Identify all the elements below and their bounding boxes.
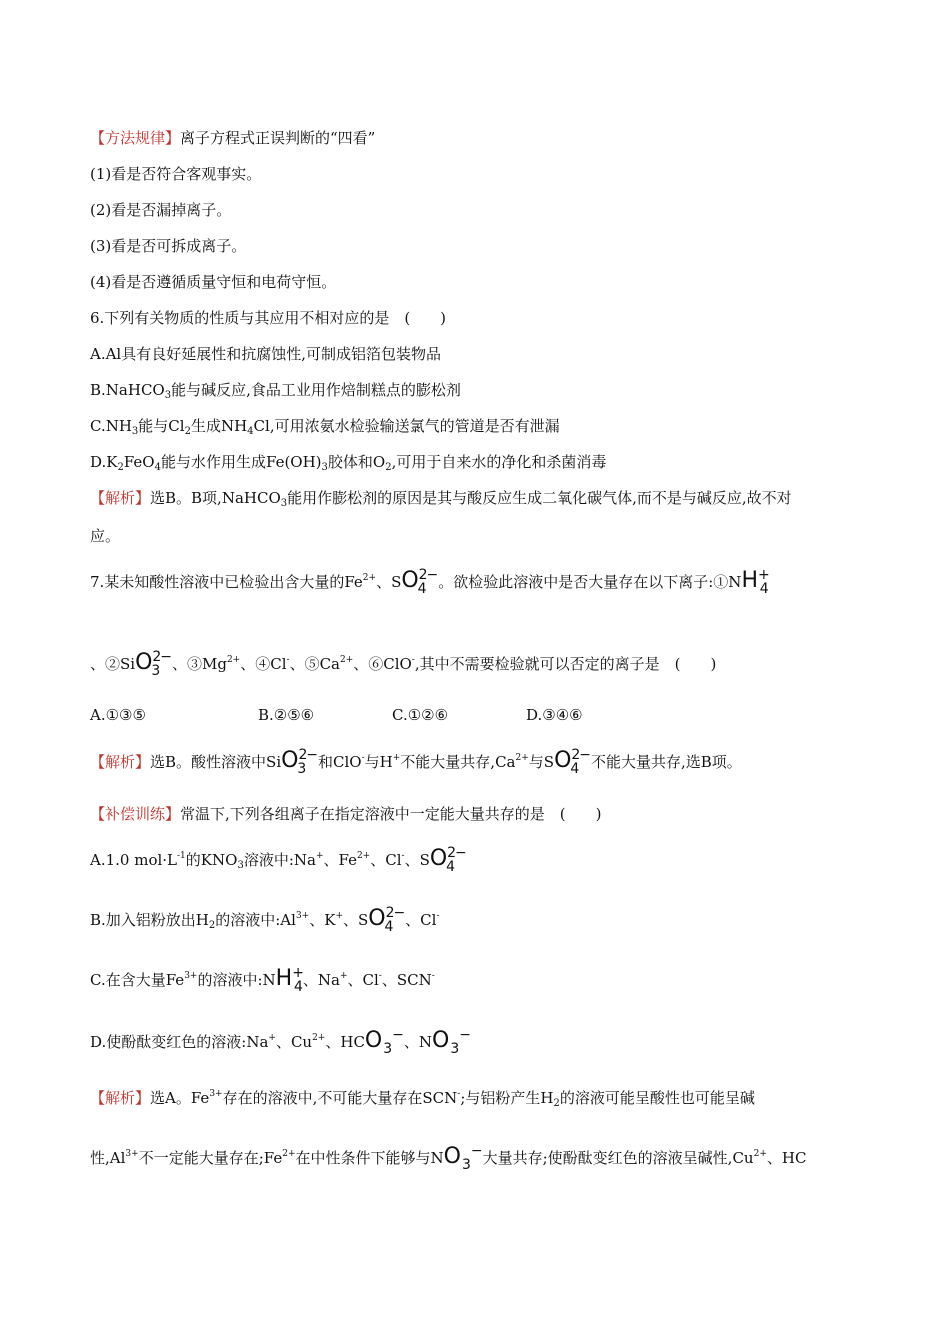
method-item-1: (1)看是否符合客观事实。 xyxy=(90,165,262,183)
silicate-ion: $O^2_3^-$ xyxy=(281,747,319,777)
q6-option-d: $D.K_2FeO_4$能与水作用生成$Fe(OH)_3$胶体和$O_2$,可用于自来水的净化和杀菌消毒 xyxy=(90,453,607,473)
q7-option-c: C.①②⑥ xyxy=(392,706,449,724)
q7-option-b: B.②⑤⑥ xyxy=(258,706,315,724)
method-item-2: (2)看是否漏掉离子。 xyxy=(90,201,232,219)
q7-option-a: A.①③⑤ xyxy=(90,706,146,724)
method-tag: 【方法规律】 xyxy=(90,129,181,147)
supp-option-b: B.加入铝粉放出$H_2$的溶液中$:Al^{3+}$、K+、$SO^2_4^-$、Cl- xyxy=(90,905,440,935)
method-heading xyxy=(90,128,375,148)
method-title: 离子方程式正误判断的“四看” xyxy=(180,129,376,147)
q6-stem: 6.下列有关物质的性质与其应用不相对应的是 ( ) xyxy=(90,309,447,327)
q6-answer-cont: 应。 xyxy=(90,527,121,545)
q6-answer: 【解析】选B。B项,NaHCO$_3$能用作膨松剂的原因是其与酸反应生成二氧化碳气体,而不是与碱反应,故不对 xyxy=(90,489,792,509)
ammonium-ion: $H^+_4$ xyxy=(741,567,770,597)
silicate-ion: $O^2_3^-$ xyxy=(135,649,172,679)
supp-answer: 【解析】选A。$Fe^{3+}$存在的溶液中,不可能大量存在SCN-;与铝粉产生$H_2$的溶液可能呈酸性也可能呈碱 xyxy=(90,1089,755,1109)
q6-option-b: B.NaHCO$_3$能与碱反应,食品工业用作焙制糕点的膨松剂 xyxy=(90,381,461,401)
sulfate-ion: $O^2_4^-$ xyxy=(368,905,406,935)
supp-option-a: A.1.0 $mol\cdot L^{-1}$的$KNO_3$溶液中:Na+、$Fe^{2+}$、Cl-、$SO^2_4^-$ xyxy=(90,845,467,875)
supp-answer-cont: 性$,Al^{3+}$不一定能大量存在$;Fe^{2+}$在中性条件下能够与$NO_3^-$大量共存;使酚酞变红色的溶液呈碱性$,Cu^{2+}$、HC xyxy=(90,1143,807,1173)
ammonium-ion: $H^+_4$ xyxy=(275,965,304,995)
carbonate-ion: $O_3^-$ xyxy=(364,1027,404,1057)
q6-option-c: $C.NH_3$能与$Cl_2$生成$NH_4Cl$,可用浓氨水检验输送氯气的管道是否有泄漏 xyxy=(90,417,560,437)
nitrate-ion: $O_3^-$ xyxy=(432,1027,472,1057)
sulfate-ion: $O^2_4^-$ xyxy=(429,845,467,875)
method-item-3: (3)看是否可拆成离子。 xyxy=(90,237,247,255)
q6-option-a: A.Al具有良好延展性和抗腐蚀性,可制成铝箔包装物品 xyxy=(90,345,442,363)
sulfate-ion: $O^2_4^-$ xyxy=(401,567,439,597)
supp-option-c: C.在含大量$Fe^{3+}$的溶液中$:NH^+_4$、Na+、Cl-、SCN- xyxy=(90,965,435,995)
supp-stem: 【补偿训练】常温下,下列各组离子在指定溶液中一定能大量共存的是 ( ) xyxy=(90,805,602,823)
method-item-4: (4)看是否遵循质量守恒和电荷守恒。 xyxy=(90,273,337,291)
q7-stem-cont: 、②SiO$^2_3$−、$③Mg^{2+}$、④Cl-、$⑤Ca^{2+}$、⑥ClO-,其中不需要检验就可以否定的离子是 ( ) xyxy=(90,649,717,679)
q7-stem: 7.某未知酸性溶液中已检验出含大量的$Fe^{2+}$、$SO^2_4^-$。欲检验此溶液中是否大量存在以下离子$:①NH^+_4$ xyxy=(90,567,770,597)
sulfate-ion: $O^2_4^-$ xyxy=(554,747,591,777)
q7-answer: 【解析】选B。酸性溶液中SiO$^2_3$−和ClO-与H+不能大量共存$,Ca^{2+}$与$SO^2_4^-$不能大量共存,选B项。 xyxy=(90,747,742,777)
q7-option-d: D.③④⑥ xyxy=(526,706,583,724)
nitrate-ion: $O_3^-$ xyxy=(443,1143,483,1173)
supp-option-d: D.使酚酞变红色的溶液:Na+、$Cu^{2+}$、$HCO_3^-$、$NO_3^-$ xyxy=(90,1027,472,1057)
